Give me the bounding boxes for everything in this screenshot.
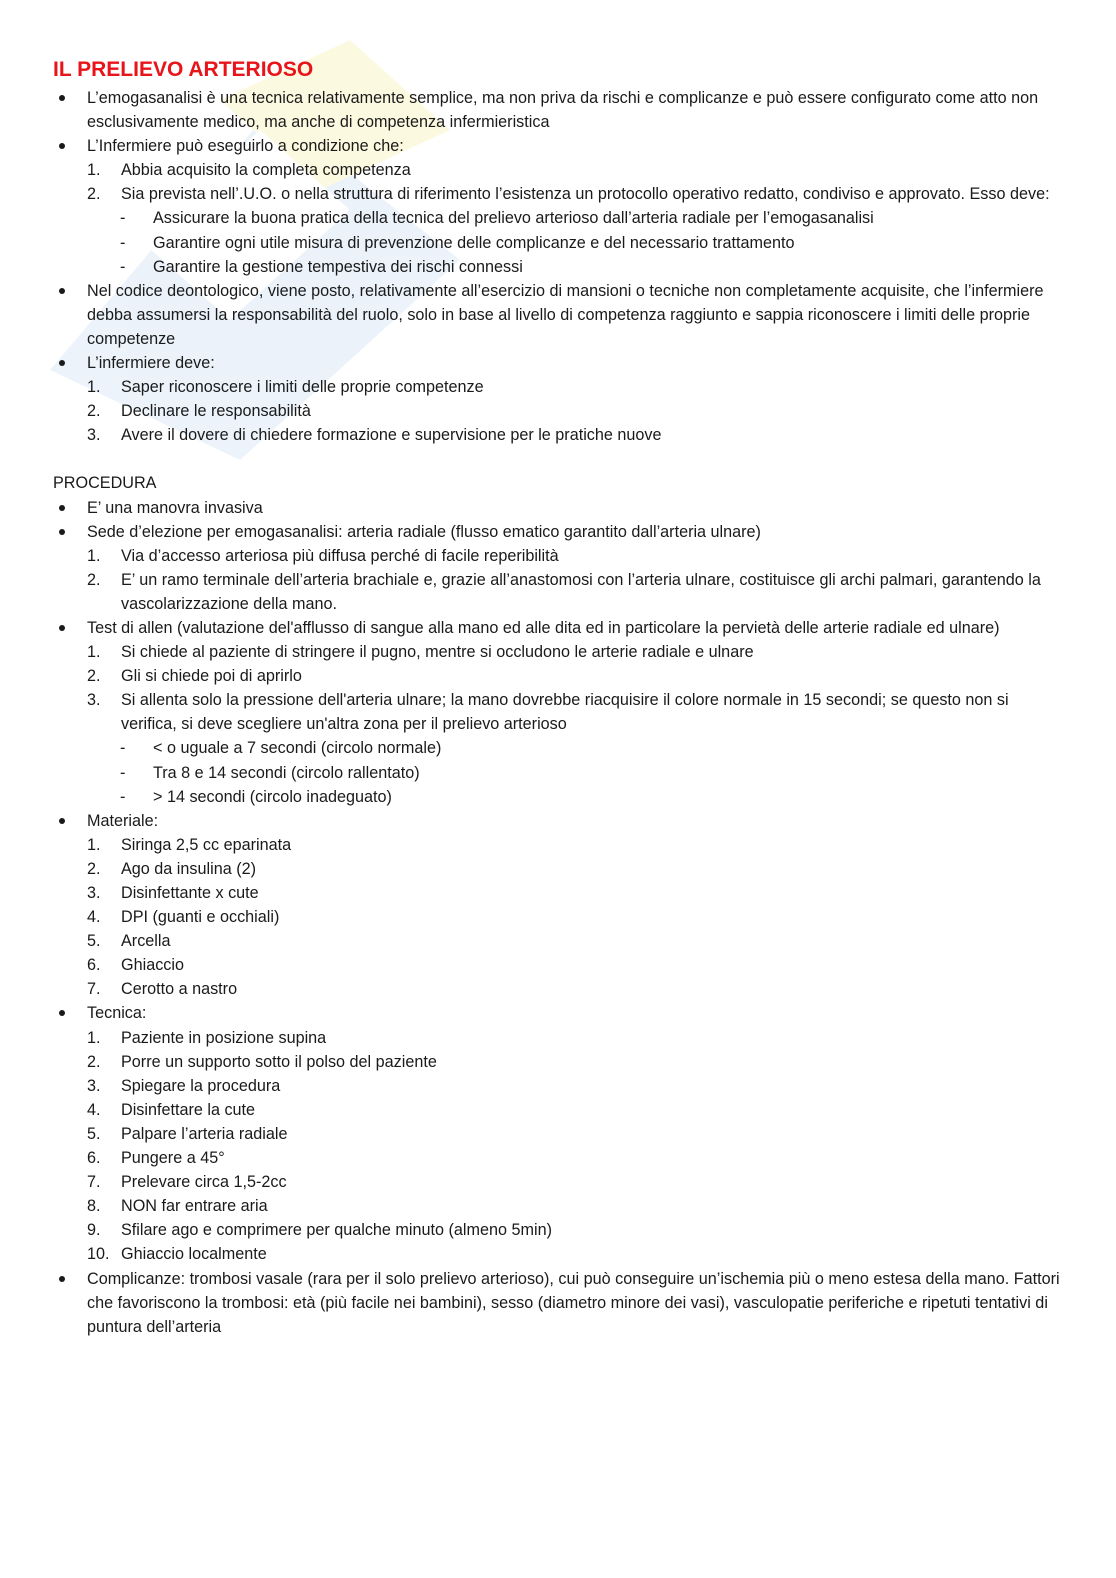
numbered-text: NON far entrare aria (121, 1197, 268, 1216)
item-number: 10. (87, 1245, 110, 1264)
bullet-item (53, 86, 1063, 134)
dash-marker: - (120, 787, 126, 806)
bullet-item (53, 134, 1063, 158)
bullet-item (53, 351, 1063, 375)
item-number: 5. (87, 932, 101, 951)
dash-marker: - (120, 739, 126, 758)
numbered-item (53, 1026, 1063, 1050)
numbered-text: Abbia acquisito la completa competenza (121, 161, 411, 180)
numbered-item (53, 1218, 1063, 1242)
item-number: 1. (87, 161, 101, 180)
numbered-item (53, 375, 1063, 399)
item-number: 1. (87, 643, 101, 662)
item-number: 1. (87, 546, 101, 565)
item-number: 3. (87, 426, 101, 445)
dash-text: Assicurare la buona pratica della tecnica del prelievo arterioso dall’arteria radiale per l’emogasanalisi (153, 209, 874, 228)
item-number: 2. (87, 1052, 101, 1071)
bullet-item (53, 1267, 1063, 1339)
item-number: 5. (87, 1124, 101, 1143)
numbered-item (53, 833, 1063, 857)
page-title: IL PRELIEVO ARTERIOSO (53, 58, 314, 81)
numbered-text: Porre un supporto sotto il polso del paziente (121, 1052, 437, 1071)
numbered-text: Pungere a 45° (121, 1149, 225, 1168)
bullet-text: L’Infermiere può eseguirlo a condizione che: (87, 137, 404, 156)
numbered-text: Sia prevista nell’.U.O. o nella struttura di riferimento l’esistenza un protocollo operativo redatto, condiviso e approvato. Esso deve: (121, 185, 1050, 204)
numbered-item (53, 953, 1063, 977)
bullet-item (53, 616, 1063, 640)
numbered-item (53, 1194, 1063, 1218)
numbered-text: Avere il dovere di chiedere formazione e supervisione per le pratiche nuove (121, 426, 662, 445)
dash-item (53, 255, 1063, 279)
item-number: 4. (87, 1100, 101, 1119)
procedure-heading: PROCEDURA (53, 474, 157, 493)
item-number: 1. (87, 835, 101, 854)
numbered-text: Si allenta solo la pressione dell'arteria ulnare; la mano dovrebbe riacquisire il colore normale in 15 secondi; se questo non si verifica, si deve scegliere un'altra zona per il prelievo arterioso (121, 691, 1009, 734)
numbered-text: Disinfettante x cute (121, 884, 259, 902)
item-number: 2. (87, 402, 101, 421)
item-number: 7. (87, 1173, 101, 1192)
numbered-text: Disinfettare la cute (121, 1100, 256, 1119)
numbered-text: Declinare le responsabilità (121, 402, 311, 421)
numbered-item (53, 881, 1063, 905)
bullet-item (53, 1001, 1063, 1025)
item-number: 1. (87, 378, 101, 397)
dash-item (53, 231, 1063, 255)
numbered-text: Prelevare circa 1,5-2cc (121, 1173, 287, 1192)
numbered-text: Siringa 2,5 cc eparinata (121, 835, 292, 854)
numbered-text: Ghiaccio localmente (121, 1245, 267, 1264)
bullet-text: L’emogasanalisi è una tecnica relativamente semplice, ma non priva da rischi e complicanze e può essere configurato come atto non esclusivamente medico, ma anche di competenza infermieristica (87, 89, 1039, 132)
bullet-item (53, 496, 1063, 520)
numbered-item (53, 688, 1063, 736)
numbered-item (53, 1098, 1063, 1122)
numbered-item (53, 929, 1063, 953)
numbered-item (53, 158, 1063, 182)
numbered-text: Sfilare ago e comprimere per qualche minuto (almeno 5min) (121, 1221, 552, 1240)
dash-item (53, 785, 1063, 809)
numbered-text: Gli si chiede poi di aprirlo (121, 667, 302, 686)
bullet-text: Complicanze: trombosi vasale (rara per il solo prelievo arterioso), cui può conseguire un’ischemia più o meno estesa della mano. Fattori che favoriscono la trombosi: età (più facile nei bambini), sesso (diametro minore dei vasi), vasculopatie periferiche e ripetuti tentativi di puntura dell’arteria (87, 1269, 1060, 1336)
dash-text: > 14 secondi (circolo inadeguato) (153, 787, 392, 806)
numbered-item (53, 640, 1063, 664)
document-body (53, 56, 1063, 1339)
item-number: 2. (87, 859, 101, 878)
numbered-item (53, 1074, 1063, 1098)
dash-text: Tra 8 e 14 secondi (circolo rallentato) (153, 763, 420, 782)
numbered-item (53, 399, 1063, 423)
numbered-text: Paziente in posizione supina (121, 1028, 327, 1047)
numbered-item (53, 1242, 1063, 1266)
item-number: 6. (87, 956, 101, 975)
procedure-list (53, 496, 1063, 1339)
numbered-item (53, 182, 1063, 206)
item-number: 1. (87, 1028, 101, 1047)
dash-item (53, 206, 1063, 230)
numbered-item (53, 1146, 1063, 1170)
numbered-item (53, 1050, 1063, 1074)
bullet-item (53, 809, 1063, 833)
numbered-item (53, 857, 1063, 881)
dash-text: Garantire la gestione tempestiva dei rischi connessi (153, 257, 523, 276)
numbered-item (53, 664, 1063, 688)
item-number: 2. (87, 667, 101, 686)
item-number: 4. (87, 908, 101, 927)
bullet-item (53, 279, 1063, 351)
item-number: 2. (87, 185, 101, 204)
numbered-text: Saper riconoscere i limiti delle proprie competenze (121, 378, 484, 397)
numbered-text: Arcella (121, 932, 171, 951)
numbered-item (53, 905, 1063, 929)
numbered-item (53, 544, 1063, 568)
bullet-text: Nel codice deontologico, viene posto, relativamente all’esercizio di mansioni o tecniche non completamente acquisite, che l’infermiere debba assumersi la responsabilità del ruolo, solo in base al livello di competenza raggiunto e sappia riconoscere i limiti delle proprie competenze (87, 281, 1044, 348)
numbered-text: Via d’accesso arteriosa più diffusa perché di facile reperibilità (121, 546, 559, 565)
item-number: 8. (87, 1197, 101, 1216)
dash-item (53, 761, 1063, 785)
dash-marker: - (120, 257, 126, 276)
dash-marker: - (120, 209, 126, 228)
numbered-text: Ghiaccio (121, 956, 184, 975)
numbered-item (53, 1170, 1063, 1194)
numbered-text: DPI (guanti e occhiali) (121, 908, 280, 927)
numbered-item (53, 568, 1063, 616)
item-number: 2. (87, 570, 101, 589)
dash-marker: - (120, 763, 126, 782)
numbered-item (53, 423, 1063, 447)
numbered-text: E’ un ramo terminale dell’arteria brachiale e, grazie all’anastomosi con l’arteria ulnare, costituisce gli archi palmari, garantendo la vascolarizzazione della mano. (121, 570, 1041, 613)
intro-list (53, 86, 1063, 447)
dash-marker: - (120, 233, 126, 252)
bullet-text: Sede d’elezione per emogasanalisi: arteria radiale (flusso ematico garantito dall’arteria ulnare) (87, 522, 761, 541)
bullet-text: Tecnica: (87, 1004, 147, 1023)
numbered-text: Spiegare la procedura (121, 1076, 281, 1095)
item-number: 3. (87, 884, 101, 902)
item-number: 3. (87, 691, 101, 710)
item-number: 6. (87, 1149, 101, 1168)
numbered-text: Cerotto a nastro (121, 980, 238, 999)
item-number: 9. (87, 1221, 101, 1240)
bullet-text: E’ una manovra invasiva (87, 498, 263, 517)
dash-item (53, 736, 1063, 760)
bullet-text: Materiale: (87, 811, 159, 830)
numbered-text: Ago da insulina (2) (121, 859, 256, 878)
dash-text: Garantire ogni utile misura di prevenzione delle complicanze e del necessario trattamento (153, 233, 795, 252)
numbered-text: Palpare l’arteria radiale (121, 1124, 288, 1143)
numbered-item (53, 1122, 1063, 1146)
numbered-item (53, 977, 1063, 1001)
dash-text: < o uguale a 7 secondi (circolo normale) (153, 739, 442, 758)
bullet-text: L’infermiere deve: (87, 354, 215, 373)
item-number: 7. (87, 980, 101, 999)
item-number: 3. (87, 1076, 101, 1095)
bullet-item (53, 520, 1063, 544)
numbered-text: Si chiede al paziente di stringere il pugno, mentre si occludono le arterie radiale e ulnare (121, 643, 754, 662)
bullet-text: Test di allen (valutazione del'afflusso di sangue alla mano ed alle dita ed in particolare la pervietà delle arterie radiale ed ulnare) (87, 618, 1000, 637)
